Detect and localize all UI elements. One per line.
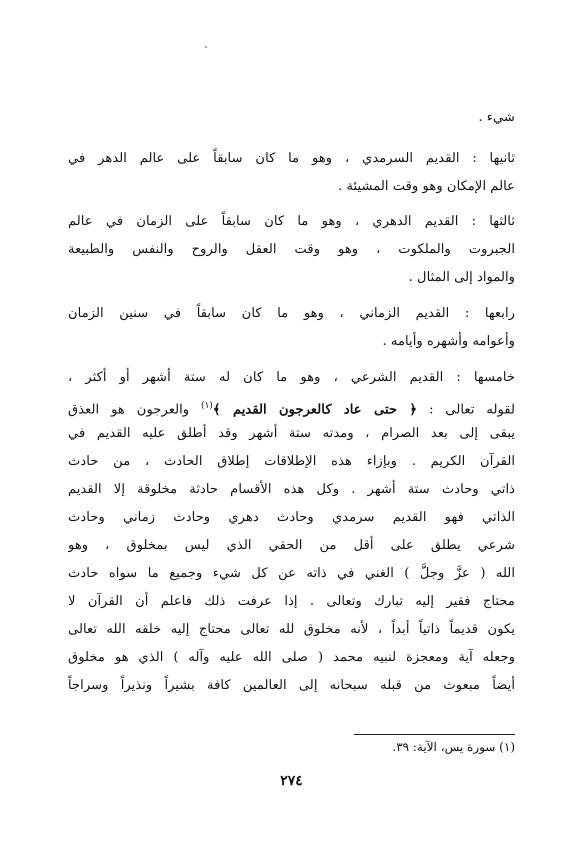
text-line: الجبروت والملكوت ، وهو وقت العقل والروح والنفس والطبيعة xyxy=(68,242,515,257)
footnote-separator xyxy=(354,734,515,735)
paragraph-fifth-type xyxy=(68,364,515,700)
text-line: ثانيها : القديم السرمدي ، وهو ما كان سابقاً على عالم الدهر في xyxy=(68,151,515,166)
text-line: والمواد إلى المثال . xyxy=(408,270,515,285)
text-line: شيء . xyxy=(478,110,515,125)
text-line: خامسها : القديم الشرعي ، وهو ما كان له ستة أشهر أو أكثر ، xyxy=(68,370,515,385)
scan-speck xyxy=(205,46,207,48)
text-line: ثالثها : القديم الدهري ، وهو ما كان سابقاً على الزمان في عالم xyxy=(68,214,515,229)
quran-quote: ﴿ حتى عاد كالعرجون القديم ﴾ xyxy=(212,402,418,418)
text-line-quran xyxy=(68,392,515,420)
text-line: القرآن الكريم . وبإزاء هذه الإطلاقات إطلاق الحادث ، من حادث xyxy=(68,454,515,469)
paragraph-fourth-type xyxy=(68,300,515,356)
text-line: وجعله آية ومعجزة لنبيه محمد ( صلى الله عليه وآله ) الذي هو مخلوق xyxy=(68,650,515,665)
text-segment: لقوله تعالى : xyxy=(417,402,515,418)
text-line: ذاتي وحادث ستة أشهر . وكل هذه الأقسام حادثة مخلوقة إلا القديم xyxy=(68,482,515,497)
footnote: (١) سورة يس، الآية: ٣٩. xyxy=(392,740,515,754)
text-line: يبقى إلى بعد الصرام ، ومدته ستة أشهر وقد أطلق عليه القديم في xyxy=(68,426,515,441)
text-line: الذاتي فهو القديم سرمدي وحادث دهري وحادث زماني وحادث xyxy=(68,510,515,525)
text-fragment-top xyxy=(68,104,515,132)
paragraph-third-type xyxy=(68,208,515,292)
text-line: محتاج فقير إليه تبارك وتعالى . إذا عرفت ذلك فاعلم أن القرآن لا xyxy=(68,594,515,609)
text-line: رابعها : القديم الزماني ، وهو ما كان سابقاً في سنين الزمان xyxy=(68,306,515,321)
footnote-ref: (١) xyxy=(201,401,213,411)
text-line: أيضاً مبعوث من قبله سبحانه إلى العالمين كافة بشيراً ونذيراً وسراجاً xyxy=(68,678,515,693)
text-line: وأعوامه وأشهره وأيامه . xyxy=(382,334,515,349)
paragraph-second-type xyxy=(68,145,515,201)
text-line: شرعي يطلق على أقل من الحقي الذي ليس بمخلوق ، وهو xyxy=(68,538,515,553)
text-line: يكون قديماً ذاتياً أبداً ، لأنه مخلوق لله تعالى محتاج إليه خلقه الله تعالى xyxy=(68,622,515,637)
text-line: الله ( عزَّ وجلَّ ) الغني في ذاته عن كل شيء وجميع ما سواه حادث xyxy=(68,566,515,581)
text-segment: والعرجون هو العذق xyxy=(68,402,202,418)
text-line: عالم الإمكان وهو وقت المشيئة . xyxy=(338,179,515,194)
page-number: ٢٧٤ xyxy=(280,773,303,789)
